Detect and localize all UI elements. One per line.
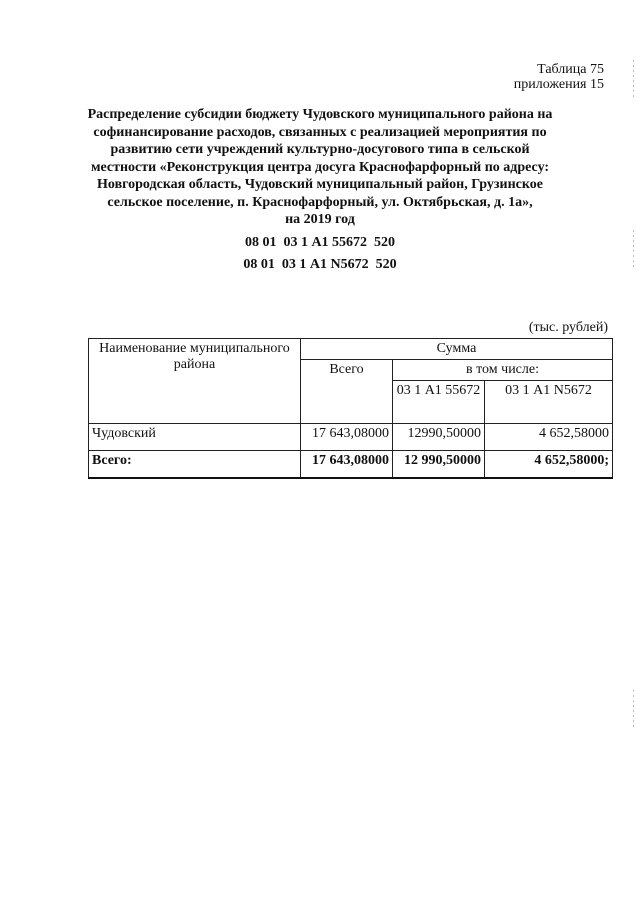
distribution-table (88, 338, 613, 479)
budget-code: 08 01 03 1 А1 N5672 520 (243, 257, 397, 272)
scan-margin-mark (633, 690, 634, 730)
appendix-number: приложения 15 (513, 77, 604, 92)
header-sum: Сумма (301, 339, 613, 360)
budget-code: 08 01 03 1 А1 55672 520 (244, 235, 396, 250)
scan-margin-mark (633, 230, 634, 270)
table-row (89, 424, 613, 451)
title-line: развитию сети учреждений культурно-досугового типа в сельской (110, 142, 530, 157)
cell-district: Чудовский (89, 424, 301, 451)
table-header-row (89, 339, 613, 360)
budget-codes (0, 232, 640, 276)
table-number: Таблица 75 (537, 62, 604, 77)
title-line: на 2019 год (285, 212, 355, 227)
title-line: сельское поселение, п. Краснофарфорный, ул. Октябрьская, д. 1а», (107, 194, 533, 210)
cell-total: 17 643,08000 (301, 424, 393, 451)
title-line: Распределение субсидии бюджету Чудовского муниципального района на (87, 107, 553, 122)
header-including: в том числе: (393, 360, 613, 381)
title-line: Новгородская область, Чудовский муниципальный район, Грузинское (97, 177, 543, 192)
title-line: софинансирование расходов, связанных с реализацией мероприятия по (93, 124, 547, 140)
cell-total-label: Всего: (89, 451, 301, 479)
title-line: местности «Реконструкция центра досуга Краснофарфорный по адресу: (90, 159, 550, 175)
appendix-reference (514, 62, 604, 92)
header-col-a: 03 1 А1 55672 (393, 381, 485, 424)
cell-total-col-b: 4 652,58000; (485, 451, 613, 479)
cell-col-a: 12990,50000 (393, 424, 485, 451)
header-col-b: 03 1 А1 N5672 (485, 381, 613, 424)
table-total-row (89, 451, 613, 479)
header-total: Всего (301, 360, 393, 424)
cell-grand-total: 17 643,08000 (301, 451, 393, 479)
units-label: (тыс. рублей) (528, 320, 608, 335)
cell-col-b: 4 652,58000 (485, 424, 613, 451)
scan-margin-mark (633, 60, 634, 100)
document-title (70, 106, 570, 229)
header-district-name: Наименование муниципального района (89, 339, 301, 424)
cell-total-col-a: 12 990,50000 (393, 451, 485, 479)
